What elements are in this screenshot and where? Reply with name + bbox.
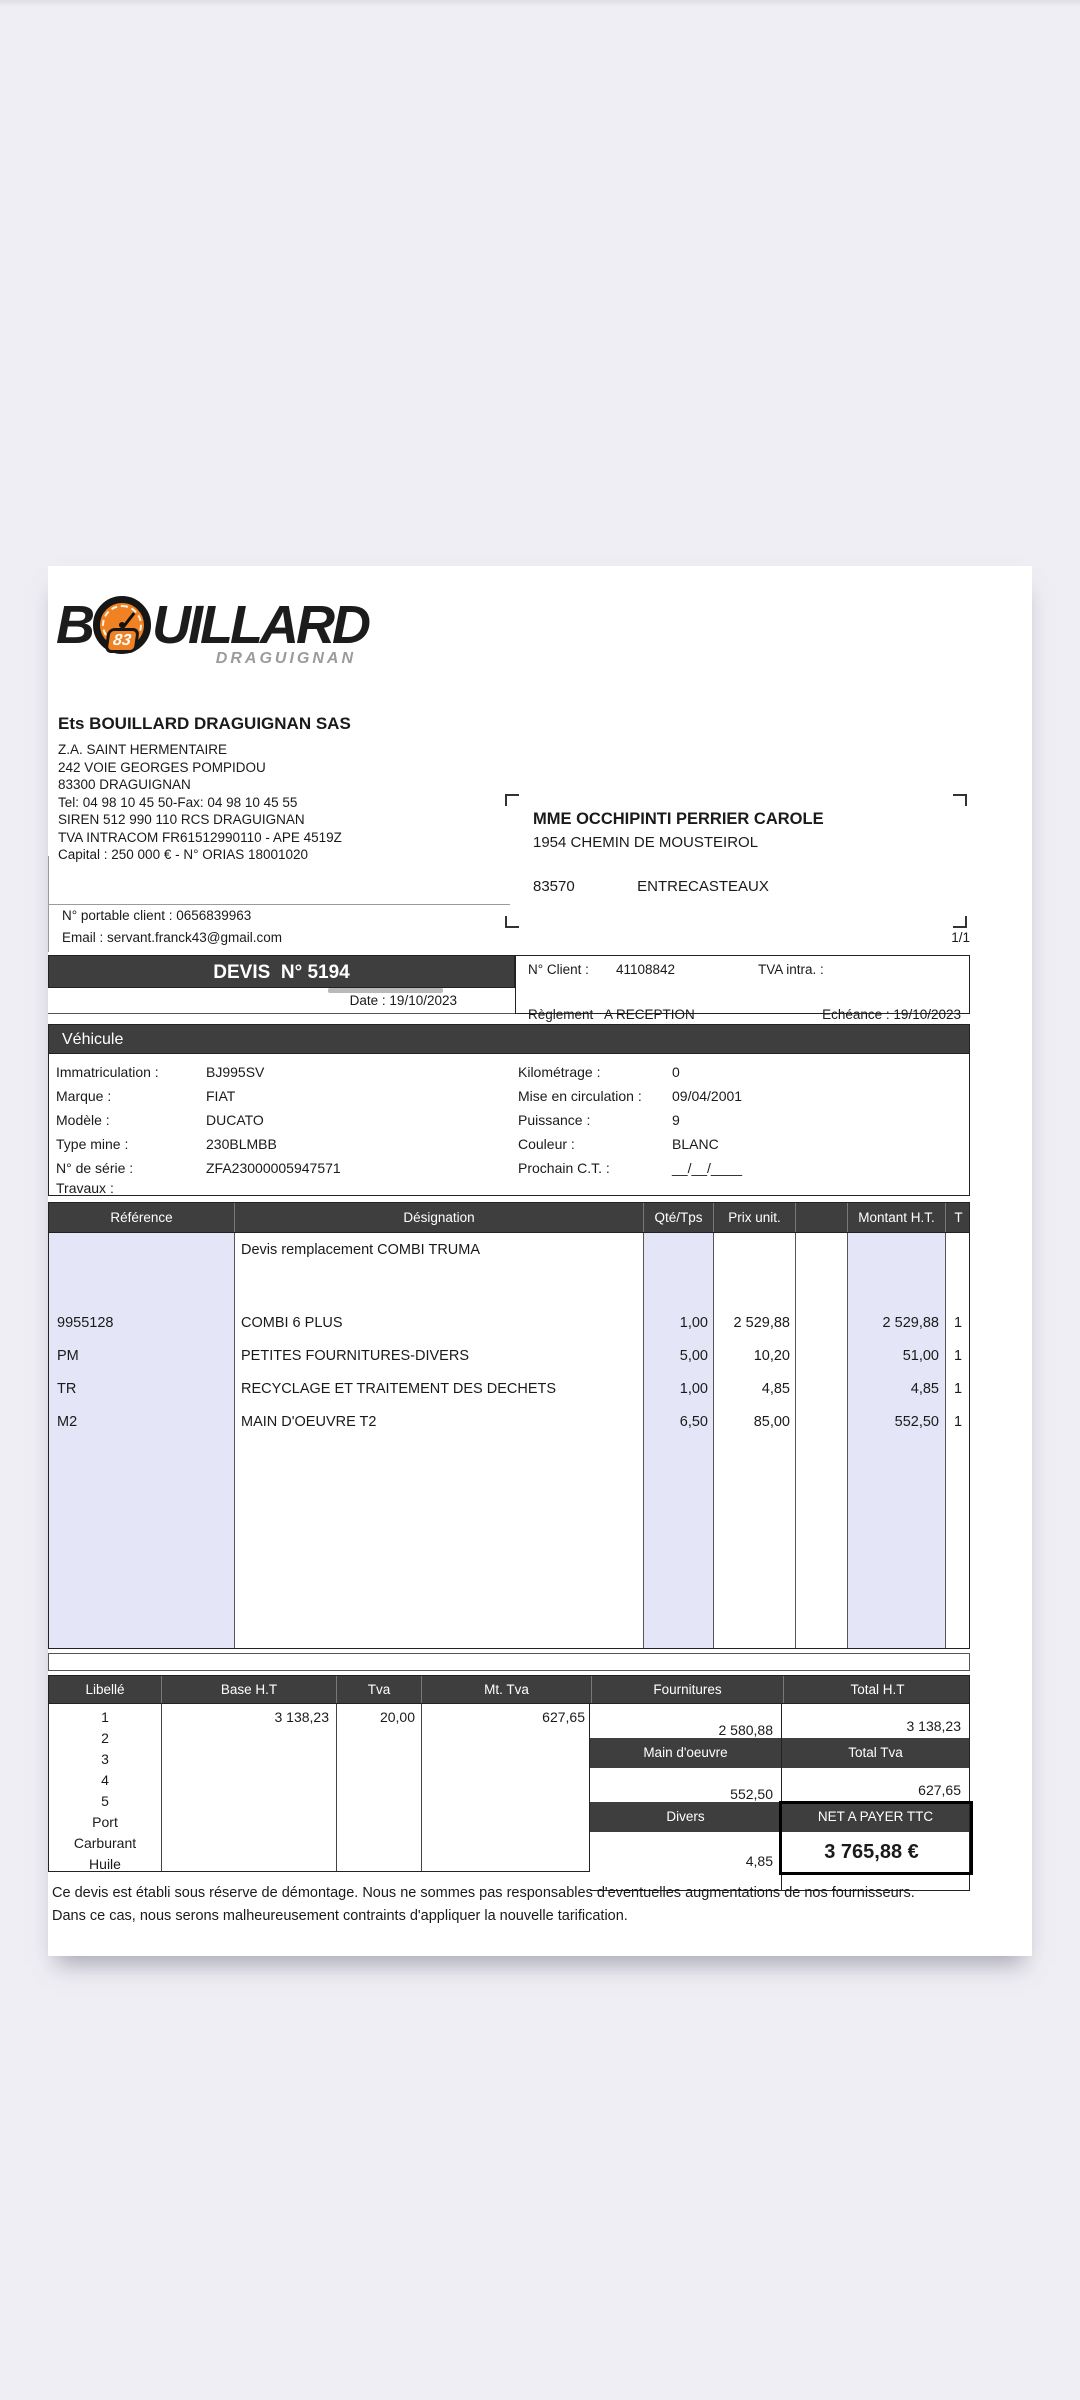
item-reference: M2 <box>57 1414 78 1430</box>
badge-83: 83 <box>104 628 139 653</box>
tva-intra-label: TVA intra. : <box>758 962 824 977</box>
item-spare <box>795 1381 847 1397</box>
divers-value: 4,85 <box>590 1832 782 1891</box>
item-qty: 1,00 <box>679 1315 708 1331</box>
item-row <box>49 1315 969 1331</box>
document-page <box>48 566 1032 1956</box>
tva-line-label: Huile <box>89 1856 121 1872</box>
field-label: Mise en circulation : <box>518 1088 642 1104</box>
field-value: __/__/____ <box>672 1160 743 1176</box>
item-amount: 2 529,88 <box>882 1315 939 1331</box>
column-separator <box>643 1233 644 1648</box>
item-unit-price: 85,00 <box>753 1414 790 1430</box>
col-header-spare <box>795 1203 847 1232</box>
col-header-reference: Référence <box>110 1210 173 1225</box>
field-value: 230BLMBB <box>206 1136 277 1152</box>
item-amount: 552,50 <box>894 1414 939 1430</box>
col-header-libelle: Libellé <box>85 1682 125 1697</box>
tva-breakdown-table <box>48 1704 590 1872</box>
date-label: Date : <box>349 993 386 1008</box>
field-label: Marque : <box>56 1088 112 1104</box>
item-tva-code <box>945 1242 971 1258</box>
item-reference: TR <box>57 1381 77 1397</box>
items-table-body <box>48 1233 970 1649</box>
item-amount: 51,00 <box>902 1348 939 1364</box>
company-logo <box>56 596 368 668</box>
bracket-corner <box>953 794 967 806</box>
column-separator <box>945 1233 946 1648</box>
field-label: Immatriculation : <box>56 1064 159 1080</box>
field-label: Travaux : <box>56 1180 114 1196</box>
net-a-payer-value: 3 765,88 € <box>782 1832 970 1891</box>
disclaimer-line-1: Ce devis est établi sous réserve de démontage. Nous ne sommes pas responsables d'eventuelles augmentations de nos fournisseurs. <box>52 1885 915 1901</box>
disclaimer-line-2: Dans ce cas, nous serons malheureusement contraints d'appliquer la nouvelle tarification. <box>52 1908 628 1924</box>
col-header-tva: Tva <box>336 1676 421 1703</box>
divers-label: Divers <box>590 1802 782 1833</box>
vehicle-section-header: Véhicule <box>48 1024 970 1054</box>
item-amount: 4,85 <box>910 1381 939 1397</box>
echeance <box>822 1007 961 1022</box>
bracket-corner <box>505 794 519 806</box>
client-postal-code: 83570 <box>533 878 575 895</box>
items-table-header <box>48 1202 970 1233</box>
devis-title-bar: DEVIS N° 5194 <box>48 955 515 988</box>
client-address-block <box>505 794 967 928</box>
item-row <box>49 1348 969 1364</box>
item-qty <box>643 1242 713 1258</box>
field-value: 0 <box>672 1064 680 1080</box>
main-oeuvre-label: Main d'oeuvre <box>590 1738 782 1769</box>
field-value: DUCATO <box>206 1112 264 1128</box>
client-city: ENTRECASTEAUX <box>637 878 769 895</box>
field-label: Modèle : <box>56 1112 110 1128</box>
mt-tva-value: 627,65 <box>542 1709 585 1725</box>
col-header-amount: Montant H.T. <box>847 1203 945 1232</box>
logo-subtitle: DRAGUIGNAN <box>215 650 356 667</box>
company-capital-line: Capital : 250 000 € - N° ORIAS 18001020 <box>58 847 309 862</box>
company-tva-line: TVA INTRACOM FR61512990110 - APE 4519Z <box>58 829 342 845</box>
total-ht-value: 3 138,23 <box>782 1704 970 1757</box>
reglement-label: Règlement <box>528 1007 594 1022</box>
total-tva-value: 627,65 <box>782 1768 970 1821</box>
item-reference: 9955128 <box>57 1315 114 1331</box>
screen-top-gradient <box>0 0 1080 7</box>
item-row <box>49 1381 969 1397</box>
item-designation: PETITES FOURNITURES-DIVERS <box>241 1348 469 1364</box>
column-separator <box>713 1233 714 1648</box>
item-unit-price <box>713 1242 795 1258</box>
field-label: Prochain C.T. : <box>518 1160 610 1176</box>
column-separator <box>161 1704 162 1871</box>
client-city-line <box>533 878 769 895</box>
item-spare <box>795 1348 847 1364</box>
item-tva-code: 1 <box>953 1315 963 1331</box>
field-value: BLANC <box>672 1136 719 1152</box>
footer-disclaimer <box>52 1882 970 1928</box>
field-value: FIAT <box>206 1088 236 1104</box>
tva-line-label: 3 <box>101 1751 109 1767</box>
page-number: 1/1 <box>951 930 970 945</box>
company-siren-line: SIREN 512 990 110 RCS DRAGUIGNAN <box>58 812 305 827</box>
item-tva-code: 1 <box>953 1348 963 1364</box>
col-header-base-ht: Base H.T <box>161 1676 336 1703</box>
company-phone-line: Tel: 04 98 10 45 50-Fax: 04 98 10 45 55 <box>58 794 298 810</box>
item-designation: COMBI 6 PLUS <box>241 1315 343 1331</box>
client-number-label: N° Client : <box>528 962 589 977</box>
speedometer-icon <box>93 596 151 654</box>
company-name: Ets BOUILLARD DRAGUIGNAN SAS <box>58 714 351 733</box>
field-label: N° de série : <box>56 1160 134 1176</box>
main-oeuvre-value: 552,50 <box>590 1768 782 1821</box>
moe-tva-header-row <box>590 1738 970 1768</box>
tva-line-label: 1 <box>101 1709 109 1725</box>
tva-line-label: 5 <box>101 1793 109 1809</box>
field-label: Type mine : <box>56 1136 129 1152</box>
col-header-qty: Qté/Tps <box>643 1203 713 1232</box>
echeance-label: Echéance : <box>822 1007 890 1022</box>
devis-info-box <box>515 955 970 1022</box>
col-header-fournitures: Fournitures <box>591 1676 783 1703</box>
tva-line-label: 2 <box>101 1730 109 1746</box>
net-a-payer-label: NET A PAYER TTC <box>782 1802 970 1833</box>
divers-net-value-row <box>590 1832 970 1872</box>
item-qty: 5,00 <box>679 1348 708 1364</box>
item-qty: 6,50 <box>679 1414 708 1430</box>
client-street: 1954 CHEMIN DE MOUSTEIROL <box>533 834 759 851</box>
item-designation: MAIN D'OEUVRE T2 <box>241 1414 377 1430</box>
item-tva-code: 1 <box>953 1414 963 1430</box>
item-qty: 1,00 <box>679 1381 708 1397</box>
column-separator <box>336 1704 337 1871</box>
header-divider-line <box>48 904 510 905</box>
field-label: Kilométrage : <box>518 1064 601 1080</box>
item-designation: Devis remplacement COMBI TRUMA <box>241 1242 481 1258</box>
item-tva-code: 1 <box>953 1381 963 1397</box>
item-designation: RECYCLAGE ET TRAITEMENT DES DECHETS <box>241 1381 557 1397</box>
item-reference <box>49 1242 234 1258</box>
item-unit-price: 10,20 <box>753 1348 790 1364</box>
item-spare <box>795 1414 847 1430</box>
item-reference: PM <box>57 1348 79 1364</box>
tva-line-label: Carburant <box>73 1835 137 1851</box>
company-address-line: 83300 DRAGUIGNAN <box>58 777 191 792</box>
client-email: Email : servant.franck43@gmail.com <box>62 930 283 945</box>
col-header-t: T <box>945 1203 971 1232</box>
item-row <box>49 1242 969 1258</box>
fournitures-total-row <box>590 1704 970 1738</box>
column-separator <box>421 1704 422 1871</box>
base-ht-value: 3 138,23 <box>274 1709 329 1725</box>
item-spare <box>795 1242 847 1258</box>
field-label: Couleur : <box>518 1136 575 1152</box>
field-value: 9 <box>672 1112 680 1128</box>
divers-net-header-row <box>590 1802 970 1832</box>
tva-line-label: 4 <box>101 1772 109 1788</box>
total-tva-label: Total Tva <box>782 1738 970 1769</box>
field-value: BJ995SV <box>206 1064 265 1080</box>
field-value: ZFA23000005947571 <box>206 1160 341 1176</box>
amount-column-stripe <box>847 1233 945 1648</box>
item-unit-price: 2 529,88 <box>733 1315 790 1331</box>
company-info <box>58 714 351 864</box>
column-separator <box>234 1233 235 1648</box>
totals-table-header <box>48 1675 970 1704</box>
client-name: MME OCCHIPINTI PERRIER CAROLE <box>533 810 824 828</box>
col-header-total-ht: Total H.T <box>783 1676 971 1703</box>
table-footer-strip <box>48 1653 970 1671</box>
column-separator <box>795 1233 796 1648</box>
item-row <box>49 1414 969 1430</box>
col-header-designation: Désignation <box>234 1203 643 1232</box>
col-header-unit-price: Prix unit. <box>713 1203 795 1232</box>
item-amount <box>847 1242 945 1258</box>
tva-rate-value: 20,00 <box>379 1709 415 1725</box>
reglement-value: A RECEPTION <box>604 1007 695 1022</box>
bracket-corner <box>953 916 967 928</box>
bracket-corner <box>505 916 519 928</box>
fournitures-value: 2 580,88 <box>590 1704 782 1757</box>
date-value: 19/10/2023 <box>389 993 457 1008</box>
client-number-value: 41108842 <box>616 962 676 977</box>
item-unit-price: 4,85 <box>761 1381 790 1397</box>
company-address-line: 242 VOIE GEORGES POMPIDOU <box>58 759 266 775</box>
qty-column-stripe <box>643 1233 713 1648</box>
field-label: Puissance : <box>518 1112 591 1128</box>
reference-column-stripe <box>49 1233 234 1648</box>
logo-text-uillard: UILLARD <box>152 595 368 655</box>
column-separator <box>847 1233 848 1648</box>
col-header-mt-tva: Mt. Tva <box>421 1676 591 1703</box>
moe-tva-value-row <box>590 1768 970 1802</box>
logo-text-b: B <box>56 595 92 655</box>
echeance-value: 19/10/2023 <box>893 1007 961 1022</box>
totals-summary-panel <box>590 1704 970 1872</box>
item-spare <box>795 1315 847 1331</box>
field-value: 09/04/2001 <box>672 1088 743 1104</box>
client-phone: N° portable client : 0656839963 <box>62 908 252 923</box>
company-address-line: Z.A. SAINT HERMENTAIRE <box>58 742 228 757</box>
tva-line-label: Port <box>92 1814 118 1830</box>
devis-date <box>48 988 515 1014</box>
